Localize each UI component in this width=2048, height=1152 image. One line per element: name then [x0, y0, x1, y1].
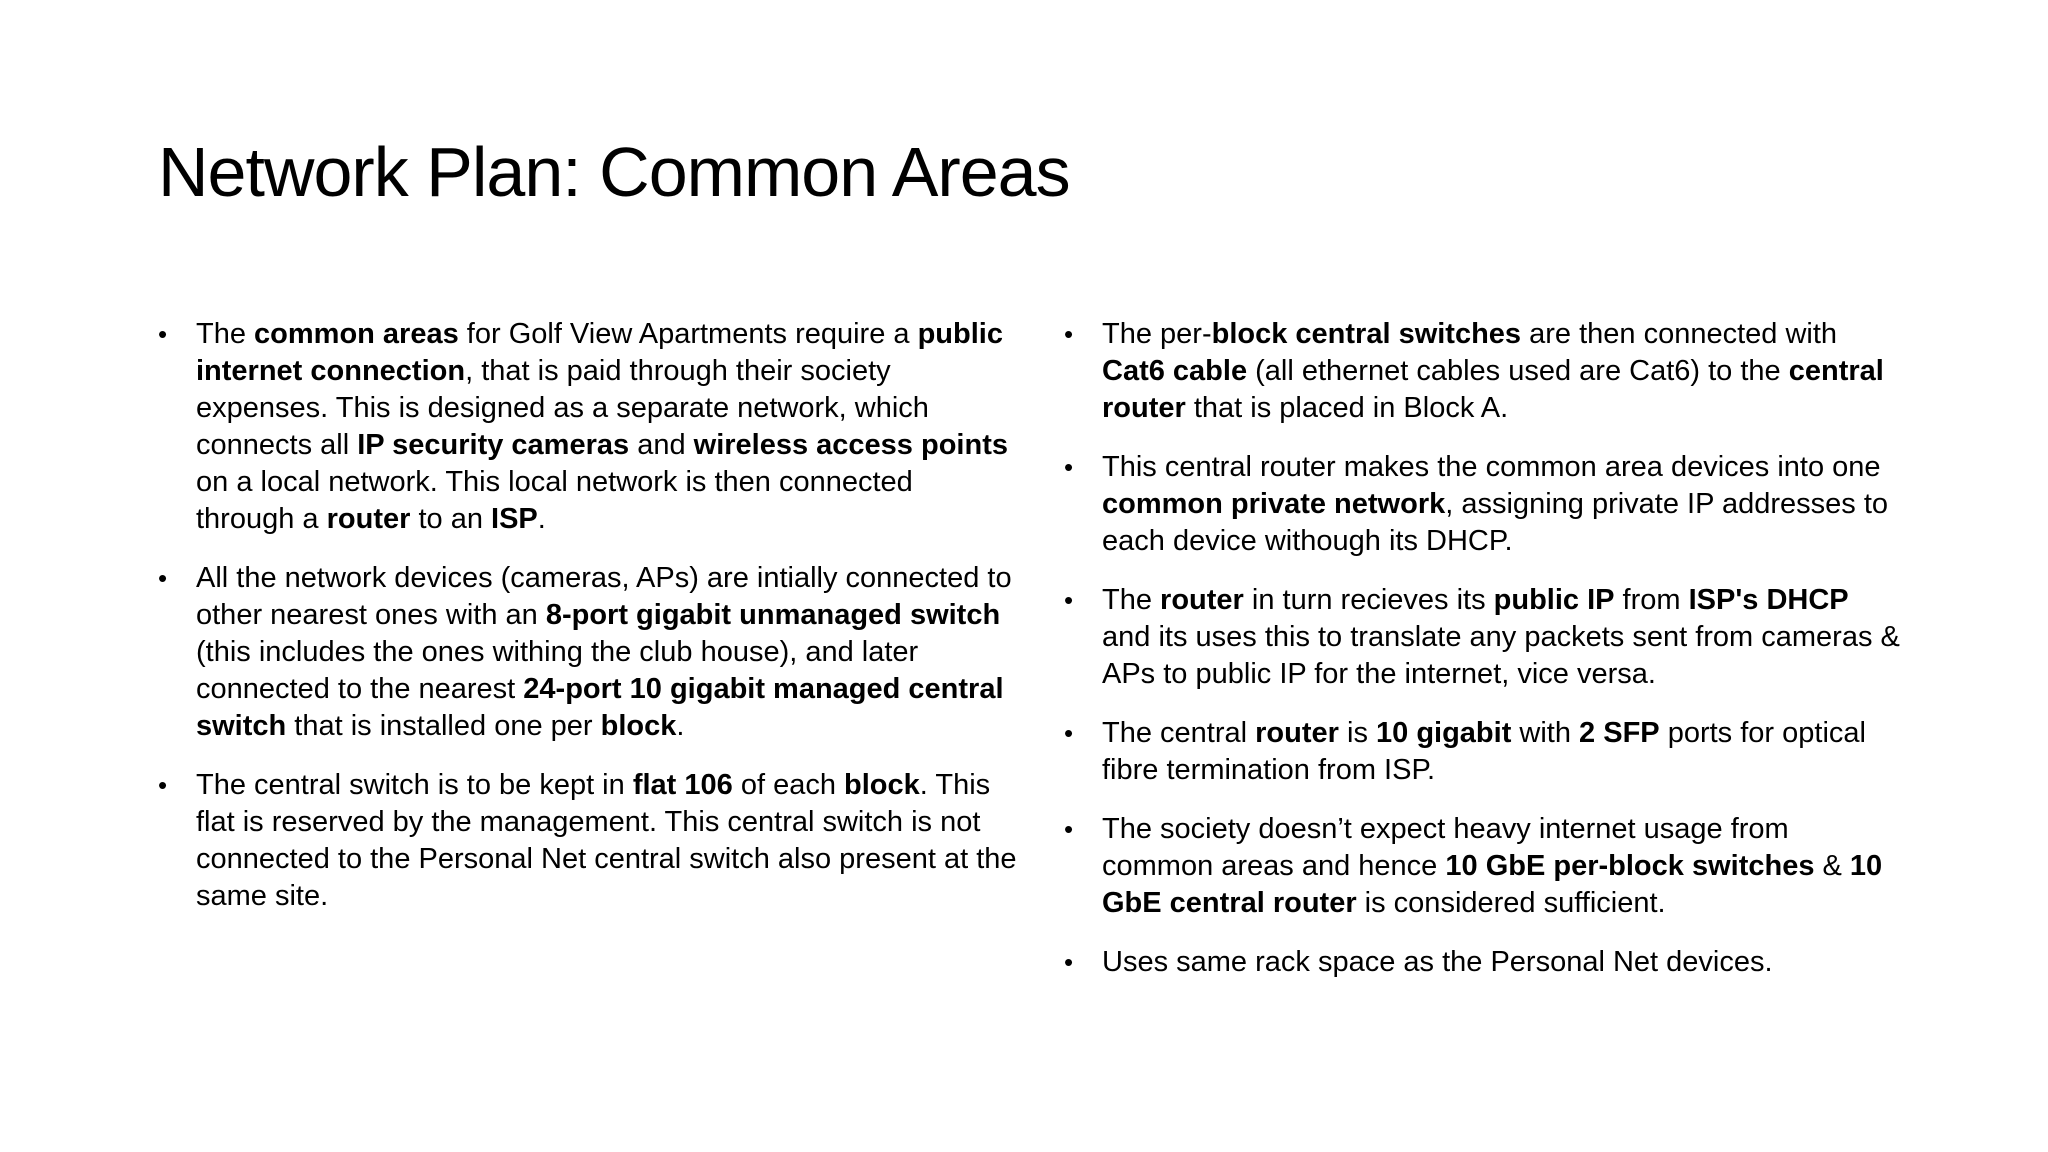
text-run: and its uses this to translate any packets sent from cameras & APs to public IP for the internet, vice versa. [1102, 621, 1900, 690]
text-run: The central [1102, 717, 1256, 749]
text-run: , assigning private IP addresses to each device withough its DHCP. [1102, 488, 1889, 557]
text-run: (all ethernet cables used are Cat6) to the [1247, 355, 1789, 387]
bold-text: IP security cameras [357, 429, 630, 461]
bullet-item [1064, 316, 1904, 427]
bullet-item [158, 316, 1018, 538]
bullet-item [158, 560, 1018, 745]
bullet-item [1064, 944, 1904, 981]
text-run: & [1814, 850, 1850, 882]
bullet-item [1064, 811, 1904, 922]
text-run: The [196, 318, 255, 350]
text-run: are then connected with [1521, 318, 1838, 350]
bold-text: block [844, 769, 920, 801]
text-run: that is placed in Block A. [1185, 392, 1509, 424]
right-bullet-list [1064, 316, 1904, 1003]
text-run: is [1338, 717, 1376, 749]
text-run: on a local network. This local network is then connected through a [196, 466, 913, 535]
bullet-item [1064, 449, 1904, 560]
text-run: with [1511, 717, 1580, 749]
text-run: is considered sufficient. [1356, 887, 1666, 919]
bold-text: 24-port 10 gigabit managed central switch [196, 673, 1004, 742]
text-run: . This flat is reserved by the management. This central switch is not connected to the Personal Net central switch also present at the same site. [196, 769, 1017, 912]
bold-text: router [326, 503, 411, 535]
bold-text: wireless access points [693, 429, 1008, 461]
text-run: in turn recieves its [1243, 584, 1494, 616]
bullet-item [1064, 582, 1904, 693]
bold-text: central router [1102, 355, 1884, 424]
bullet-item [1064, 715, 1904, 789]
bold-text: public internet connection [196, 318, 1003, 387]
bold-text: block [600, 710, 677, 742]
bold-text: block central switches [1211, 318, 1522, 350]
bold-text: common private network [1102, 488, 1446, 520]
text-run: of each [732, 769, 845, 801]
bold-text: 10 gigabit [1376, 717, 1512, 749]
text-run: ports for optical fibre termination from ISP. [1102, 717, 1866, 786]
bold-text: ISP's DHCP [1688, 584, 1849, 616]
bold-text: 8-port gigabit unmanaged switch [545, 599, 1001, 631]
text-run: This central router makes the common area devices into one [1102, 451, 1881, 483]
bold-text: 2 SFP [1579, 717, 1660, 749]
text-run: that is installed one per [286, 710, 601, 742]
bold-text: router [1255, 717, 1339, 749]
slide-title: Network Plan: Common Areas [158, 133, 1070, 211]
text-run: . [537, 503, 546, 535]
left-bullet-list [158, 316, 1018, 937]
text-run: The society doesn’t expect heavy internet usage from common areas and hence [1102, 813, 1789, 882]
text-run: Uses same rack space as the Personal Net devices. [1102, 946, 1773, 978]
bold-text: public IP [1493, 584, 1615, 616]
bold-text: Cat6 cable [1102, 355, 1248, 387]
text-run: All the network devices (cameras, APs) are intially connected to other nearest ones with an [196, 562, 1012, 631]
text-run: , that is paid through their society expenses. This is designed as a separate network, which connects all [196, 355, 929, 461]
bold-text: 10 GbE central router [1102, 850, 1883, 919]
bold-text: ISP [491, 503, 538, 535]
text-run: The [1102, 584, 1161, 616]
text-run: for Golf View Apartments require a [458, 318, 918, 350]
text-run: to an [410, 503, 492, 535]
bold-text: 10 GbE per-block switches [1445, 850, 1815, 882]
text-run: The central switch is to be kept in [196, 769, 633, 801]
text-run: and [629, 429, 694, 461]
bold-text: common areas [254, 318, 459, 350]
bold-text: flat 106 [632, 769, 733, 801]
bullet-item [158, 767, 1018, 915]
text-run: from [1614, 584, 1689, 616]
bold-text: router [1160, 584, 1244, 616]
text-run: (this includes the ones withing the club house), and later connected to the nearest [196, 636, 919, 705]
text-run: . [676, 710, 685, 742]
text-run: The per- [1102, 318, 1212, 350]
